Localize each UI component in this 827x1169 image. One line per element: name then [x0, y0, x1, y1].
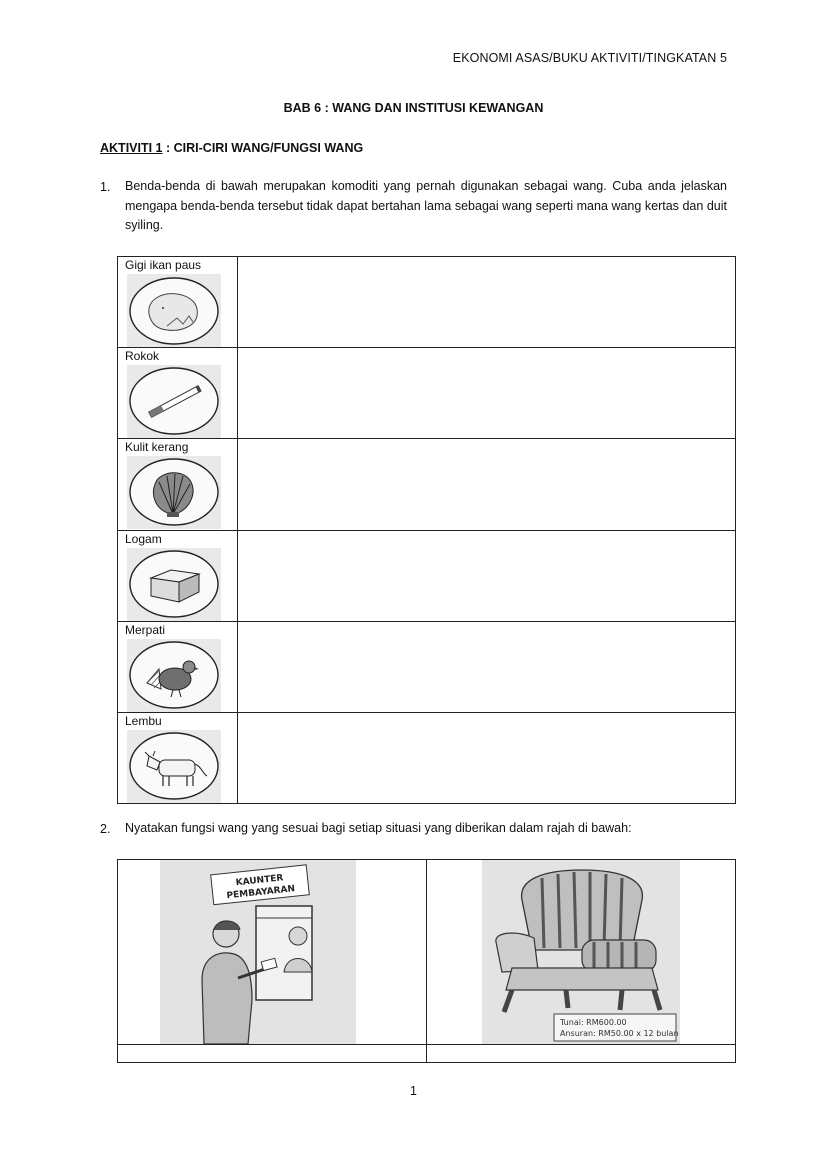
- commodity-label: Lembu: [125, 714, 162, 728]
- commodity-cell: [118, 531, 238, 622]
- question-1-text: Benda-benda di bawah merupakan komoditi yang pernah digunakan sebagai wang. Cuba anda jelaskan mengapa benda-benda tersebut tidak dapat bertahan lama sebagai wang seperti mana wang kertas dan duit syiling.: [125, 179, 727, 232]
- commodity-label: Merpati: [125, 623, 166, 637]
- question-2-text: Nyatakan fungsi wang yang sesuai bagi setiap situasi yang diberikan dalam rajah di bawah:: [125, 821, 632, 835]
- situation-cell: [118, 860, 427, 1045]
- answer-cell[interactable]: [238, 713, 736, 804]
- table-row: [118, 257, 736, 348]
- answer-cell[interactable]: [427, 1045, 736, 1063]
- commodities-table: [117, 256, 736, 804]
- price-cash: Tunai: RM600.00: [560, 1018, 627, 1027]
- price-installment: Ansuran: RM50.00 x 12 bulan: [560, 1029, 679, 1038]
- table-row: [118, 1045, 736, 1063]
- pigeon-icon: [127, 639, 221, 712]
- counter-sign-line-1: KAUNTER: [235, 873, 284, 889]
- seashell-icon: [127, 456, 221, 529]
- question-2-number: 2.: [100, 822, 111, 836]
- question-1-number: 1.: [100, 180, 111, 194]
- answer-cell[interactable]: [238, 531, 736, 622]
- table-row: [118, 531, 736, 622]
- situation-cell: [427, 860, 736, 1045]
- answer-cell[interactable]: [238, 348, 736, 439]
- activity-heading: [100, 141, 363, 155]
- table-row: [118, 348, 736, 439]
- commodity-cell: [118, 713, 238, 804]
- metal-box-icon: [127, 548, 221, 621]
- answer-cell[interactable]: [238, 622, 736, 713]
- commodity-cell: [118, 439, 238, 531]
- payment-counter-illustration: [160, 860, 356, 1044]
- commodity-label: Rokok: [125, 349, 160, 363]
- sofa-chair-illustration: [482, 860, 680, 1044]
- table-row: [118, 439, 736, 531]
- page-number: 1: [410, 1084, 417, 1098]
- commodity-label: Gigi ikan paus: [125, 258, 202, 272]
- cigarette-icon: [127, 365, 221, 438]
- answer-cell[interactable]: [238, 257, 736, 348]
- table-row: [118, 860, 736, 1045]
- situations-table: [117, 859, 736, 1063]
- commodity-cell: [118, 348, 238, 439]
- counter-sign-line-2: PEMBAYARAN: [226, 884, 296, 902]
- activity-label: AKTIVITI 1: [100, 141, 163, 155]
- commodity-cell: [118, 622, 238, 713]
- commodity-label: Kulit kerang: [125, 440, 189, 454]
- whale-tooth-icon: [127, 274, 221, 347]
- running-header: EKONOMI ASAS/BUKU AKTIVITI/TINGKATAN 5: [452, 51, 727, 65]
- answer-cell[interactable]: [238, 439, 736, 531]
- answer-cell[interactable]: [118, 1045, 427, 1063]
- chapter-title: BAB 6 : WANG DAN INSTITUSI KEWANGAN: [283, 101, 544, 115]
- commodity-label: Logam: [125, 532, 162, 546]
- table-row: [118, 713, 736, 804]
- cow-icon: [127, 730, 221, 803]
- table-row: [118, 622, 736, 713]
- activity-subtitle: : CIRI-CIRI WANG/FUNGSI WANG: [162, 141, 364, 155]
- commodity-cell: [118, 257, 238, 348]
